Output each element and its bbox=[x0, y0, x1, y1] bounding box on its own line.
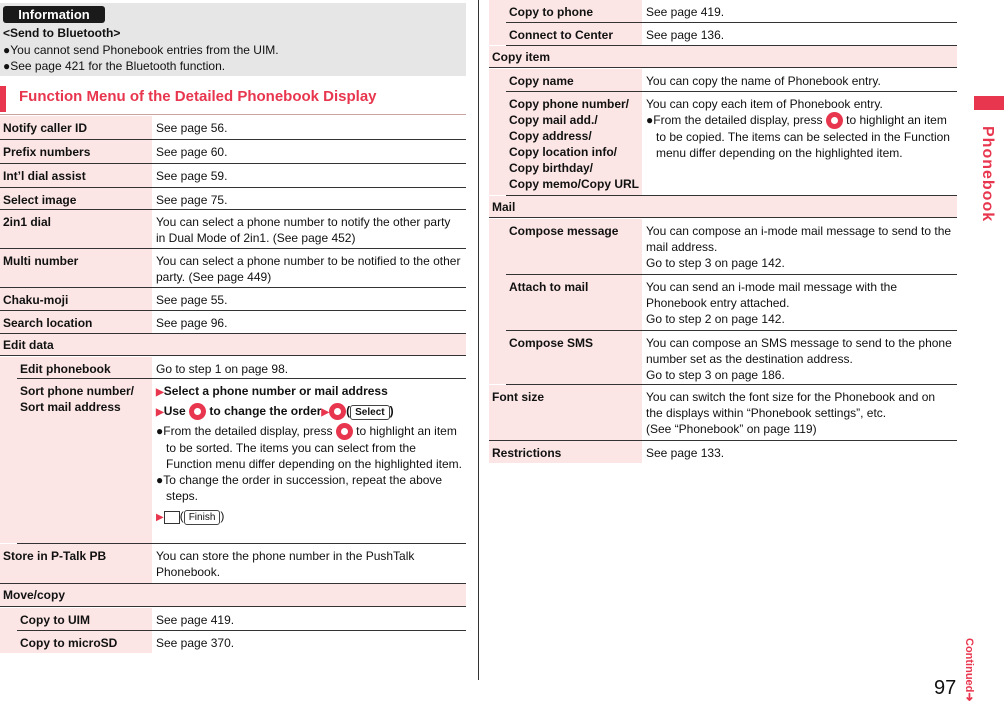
row-label: Copy to UIM bbox=[17, 608, 152, 630]
label-line: Copy location info/ bbox=[509, 145, 617, 159]
table-row bbox=[17, 357, 466, 379]
row-label: Restrictions bbox=[489, 441, 642, 463]
row-label: Copy to phone bbox=[506, 0, 642, 22]
row-label bbox=[506, 92, 642, 195]
row-desc: You can copy the name of Phonebook entry. bbox=[646, 74, 881, 88]
row-desc: See page 370. bbox=[156, 636, 235, 650]
row-desc bbox=[643, 331, 957, 384]
row-desc: See page 133. bbox=[646, 446, 725, 460]
navigation-key-icon bbox=[189, 403, 206, 420]
row-label: Int’l dial assist bbox=[0, 164, 152, 187]
table-row bbox=[0, 210, 466, 249]
group-heading-mail: Mail bbox=[489, 196, 957, 218]
information-line: ●See page 421 for the Bluetooth function. bbox=[3, 59, 226, 73]
row-label: Multi number bbox=[0, 249, 152, 287]
copy-note-a: ●From the detailed display, press bbox=[646, 113, 823, 127]
row-label: Select image bbox=[0, 188, 152, 209]
row-label: Compose message bbox=[506, 219, 642, 274]
table-row bbox=[506, 92, 957, 196]
mail-desc: You can send an i-mode mail message with the Phonebook entry attached. bbox=[646, 280, 898, 310]
row-desc: You can select a phone number to be notified to the other party. (See page 449) bbox=[156, 254, 461, 284]
row-label: Edit phonebook bbox=[17, 357, 152, 378]
information-tag: Information bbox=[3, 6, 105, 23]
group-indent bbox=[489, 69, 506, 195]
row-desc: ▶Select a phone number or mail address ▶Use to change the order▶ ( Select ) ●From the detailed display, press to highlight an item to be sorted. The items you can select from the Function menu differ depending on the highlighted item. ●To change the order in succession, repeat the above steps. ▶ ( Finish ) bbox=[156, 384, 462, 524]
label-line: Sort mail address bbox=[20, 400, 121, 414]
continued-label bbox=[963, 638, 976, 702]
table-row bbox=[0, 288, 466, 311]
mail-step: Go to step 3 on page 186. bbox=[646, 368, 785, 382]
row-desc: You can store the phone number in the PushTalk Phonebook. bbox=[156, 549, 415, 579]
table-row bbox=[17, 631, 466, 653]
sort-step-2b: to change the order bbox=[209, 404, 322, 418]
row-desc: See page 419. bbox=[156, 613, 235, 627]
center-key-icon bbox=[329, 403, 346, 420]
row-desc: See page 419. bbox=[646, 5, 725, 19]
sort-step-1: Select a phone number or mail address bbox=[163, 384, 388, 398]
row-desc: Go to step 1 on page 98. bbox=[156, 362, 289, 376]
row-desc: See page 56. bbox=[156, 121, 228, 135]
row-label: Copy name bbox=[506, 69, 642, 91]
row-desc: See page 60. bbox=[156, 145, 228, 159]
row-desc bbox=[643, 92, 957, 195]
sort-note-1a: ●From the detailed display, press bbox=[156, 424, 333, 438]
row-desc: You can select a phone number to notify the other party in Dual Mode of 2in1. (See page 452) bbox=[156, 215, 451, 245]
label-line: Copy address/ bbox=[509, 129, 592, 143]
table-row bbox=[0, 140, 466, 164]
navigation-key-icon bbox=[826, 112, 843, 129]
font-size-desc: You can switch the font size for the Phonebook and on the displays within “Phonebook settings”, etc. bbox=[646, 390, 936, 420]
mail-step: Go to step 2 on page 142. bbox=[646, 312, 785, 326]
row-label bbox=[17, 379, 152, 543]
table-row bbox=[506, 219, 957, 275]
group-heading-copy-item: Copy item bbox=[489, 46, 957, 68]
table-row bbox=[506, 275, 957, 331]
row-label: Store in P-Talk PB bbox=[0, 544, 152, 583]
select-softkey: Select bbox=[350, 405, 389, 420]
mail-desc: You can compose an i-mode mail message to send to the mail address. bbox=[646, 224, 952, 254]
page-number: 97 bbox=[934, 677, 957, 699]
information-box bbox=[0, 3, 466, 76]
information-line: ●You cannot send Phonebook entries from the UIM. bbox=[3, 43, 279, 57]
step-arrow-icon: ▶ bbox=[156, 407, 164, 418]
table-row bbox=[489, 441, 957, 463]
table-row bbox=[489, 385, 957, 441]
row-label: Font size bbox=[489, 385, 642, 440]
copy-note-b: to highlight an item to be copied. The items can be selected in the Function menu differ depending on the highlighted item. bbox=[656, 113, 950, 161]
table-row bbox=[506, 69, 957, 92]
row-label: Compose SMS bbox=[506, 331, 642, 384]
column-divider bbox=[478, 0, 479, 680]
navigation-key-icon bbox=[336, 423, 353, 440]
table-row bbox=[0, 164, 466, 188]
row-desc bbox=[643, 385, 957, 440]
row-label: 2in1 dial bbox=[0, 210, 152, 248]
group-indent bbox=[0, 357, 17, 543]
label-line: Copy mail add./ bbox=[509, 113, 598, 127]
row-desc: See page 136. bbox=[646, 28, 725, 42]
information-heading: <Send to Bluetooth> bbox=[3, 26, 121, 40]
group-heading-move-copy: Move/copy bbox=[0, 584, 466, 607]
mail-key-icon bbox=[164, 511, 180, 524]
label-line: Copy birthday/ bbox=[509, 161, 594, 175]
label-line: Copy memo/Copy URL bbox=[509, 177, 640, 191]
row-desc bbox=[643, 219, 957, 274]
row-desc: See page 75. bbox=[156, 193, 228, 207]
row-label: Search location bbox=[0, 311, 152, 333]
row-desc: See page 55. bbox=[156, 293, 228, 307]
finish-softkey: Finish bbox=[184, 510, 221, 525]
step-arrow-icon: ▶ bbox=[156, 387, 164, 398]
group-indent bbox=[489, 0, 506, 45]
row-label: Attach to mail bbox=[506, 275, 642, 330]
table-row bbox=[0, 249, 466, 288]
mail-step: Go to step 3 on page 142. bbox=[646, 256, 785, 270]
continued-text: Continued bbox=[963, 638, 975, 693]
group-indent bbox=[489, 219, 506, 384]
row-label: Notify caller ID bbox=[0, 116, 152, 139]
table-row bbox=[17, 379, 466, 544]
label-line: Copy phone number/ bbox=[509, 97, 629, 111]
table-row bbox=[506, 0, 957, 23]
section-rule bbox=[0, 114, 466, 115]
step-arrow-icon: ▶ bbox=[321, 407, 330, 418]
sort-note-1b: to highlight an item to be sorted. The items you can select from the Function menu differ depending on the highlighted item. bbox=[166, 424, 462, 472]
row-label: Copy to microSD bbox=[17, 631, 152, 653]
section-title-bar bbox=[0, 86, 6, 112]
table-row bbox=[506, 331, 957, 385]
group-indent bbox=[0, 608, 17, 653]
table-row bbox=[0, 188, 466, 210]
font-size-ref: (See “Phonebook” on page 119) bbox=[646, 422, 817, 436]
group-heading-edit-data: Edit data bbox=[0, 334, 466, 356]
table-row bbox=[0, 311, 466, 334]
row-desc bbox=[643, 275, 957, 330]
step-arrow-icon: ▶ bbox=[156, 512, 164, 524]
continued-arrow-icon: ➜ bbox=[963, 692, 975, 702]
label-line: Sort phone number/ bbox=[20, 384, 134, 398]
copy-each-desc: You can copy each item of Phonebook entry. bbox=[646, 97, 883, 111]
sort-step-2a: Use bbox=[163, 404, 186, 418]
row-desc: See page 96. bbox=[156, 316, 228, 330]
row-label: Prefix numbers bbox=[0, 140, 152, 163]
row-label: Chaku-moji bbox=[0, 288, 152, 310]
row-desc: See page 59. bbox=[156, 169, 228, 183]
table-row bbox=[17, 608, 466, 631]
chapter-label: Phonebook bbox=[979, 126, 996, 223]
section-title: Function Menu of the Detailed Phonebook Display bbox=[19, 88, 377, 105]
table-row bbox=[0, 116, 466, 140]
row-label: Connect to Center bbox=[506, 23, 642, 45]
chapter-tab bbox=[974, 96, 1004, 110]
table-row bbox=[0, 544, 466, 584]
sort-note-2: ●To change the order in succession, repeat the above steps. bbox=[156, 473, 443, 504]
table-row bbox=[506, 23, 957, 46]
mail-desc: You can compose an SMS message to send to the phone number set as the destination address. bbox=[646, 336, 952, 366]
